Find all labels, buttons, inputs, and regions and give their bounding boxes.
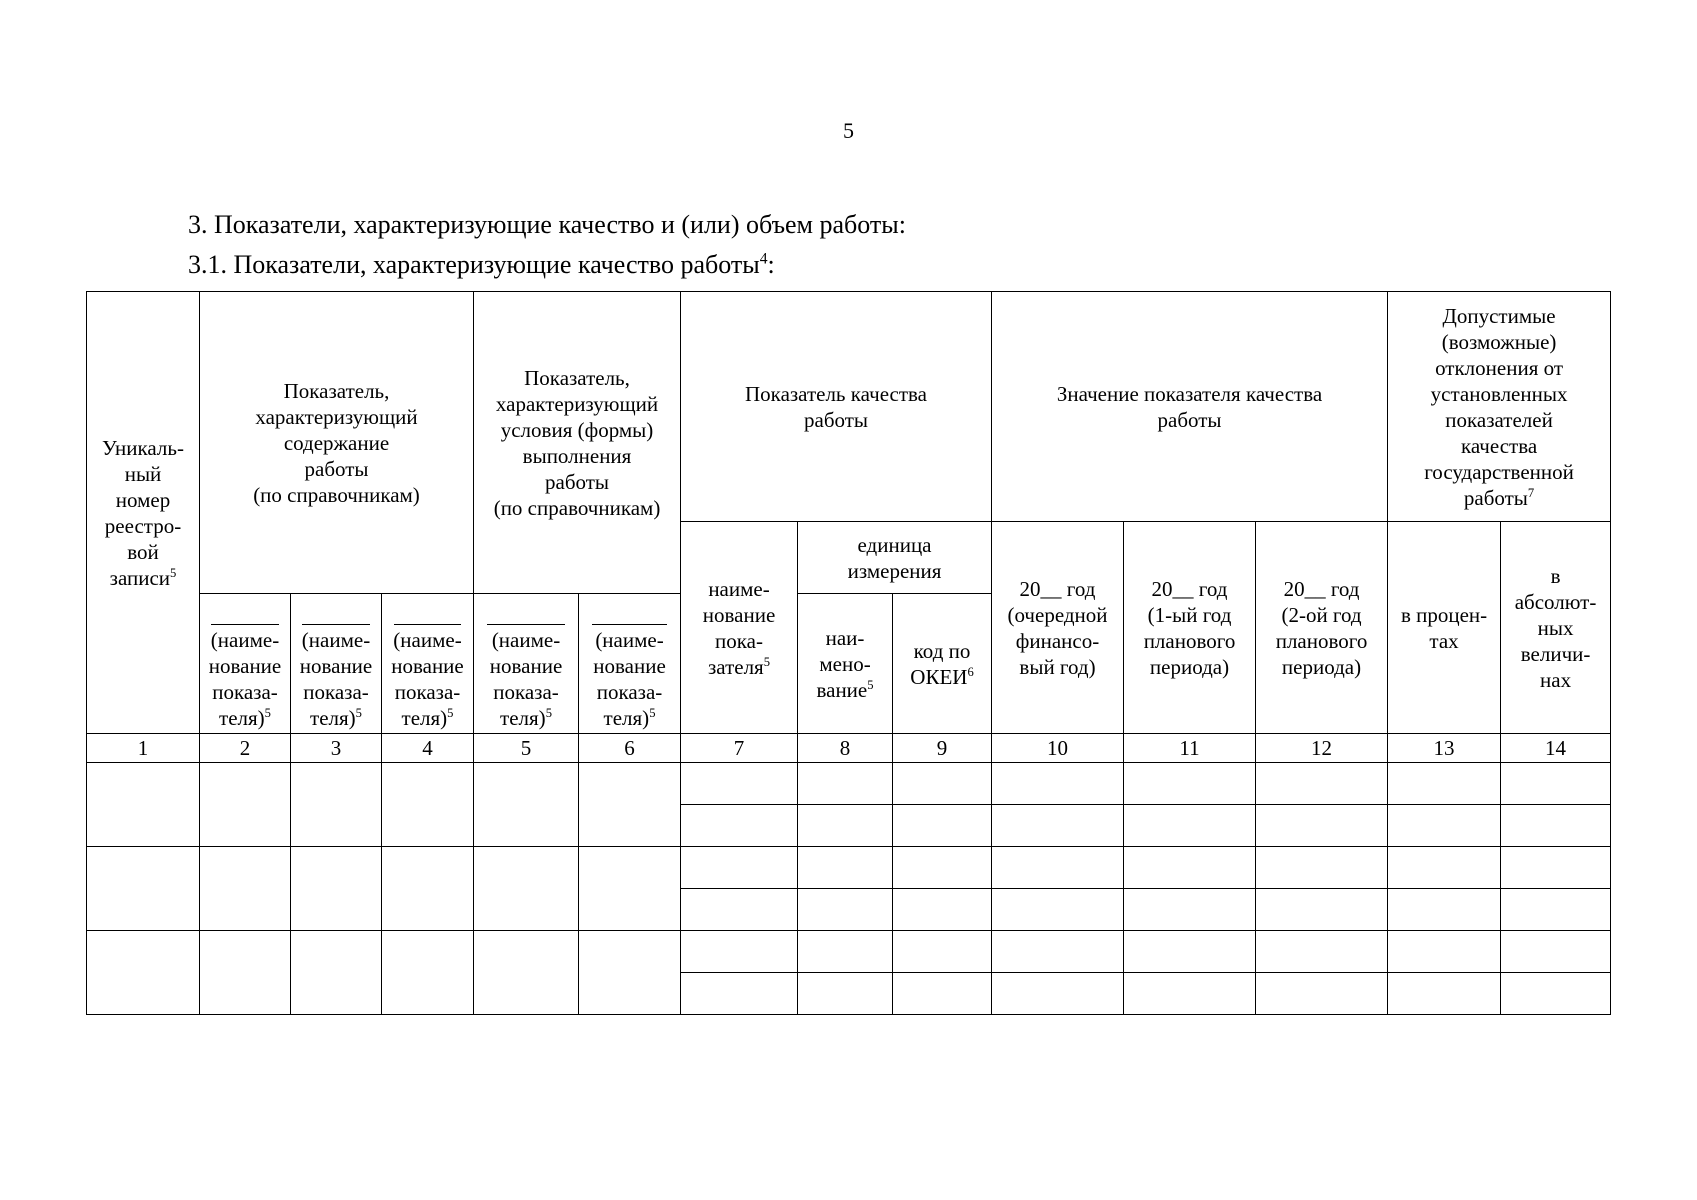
column-number: 2 (200, 734, 291, 763)
header-text-line: величи- (1520, 641, 1591, 666)
table-cell[interactable] (798, 763, 893, 805)
header-text-line: показа- (212, 680, 278, 704)
footnote-mark: 4 (759, 250, 768, 268)
header-text-line: работы (804, 407, 869, 432)
table-row (87, 763, 1611, 805)
header-text-line: теля) (500, 706, 546, 730)
header-text-line: теля) (310, 706, 356, 730)
table-cell[interactable] (992, 973, 1124, 1015)
header-text-line: теля) (603, 706, 650, 730)
table-cell[interactable] (798, 847, 893, 889)
header-text-line: теля) (219, 706, 265, 730)
footnote-mark: 5 (867, 677, 874, 692)
table-cell[interactable] (681, 805, 798, 847)
table-cell[interactable] (1256, 889, 1388, 931)
header-text-line: показателей (1445, 407, 1553, 432)
table-cell[interactable] (200, 931, 291, 1015)
table-row (87, 847, 1611, 889)
header-text-line: (по справочникам) (253, 482, 420, 507)
subsection-heading (188, 250, 775, 280)
content-indicator-name-2 (291, 594, 382, 734)
conditions-indicator-name-1 (474, 594, 579, 734)
table-cell[interactable] (893, 847, 992, 889)
header-text-line: вание (816, 677, 868, 702)
table-cell[interactable] (382, 763, 474, 847)
table-cell[interactable] (681, 763, 798, 805)
conditions-indicator-header (474, 292, 681, 594)
unit-header (798, 522, 992, 594)
table-cell[interactable] (893, 889, 992, 931)
column-number: 12 (1256, 734, 1388, 763)
header-text-line: 20__ год (1151, 576, 1228, 601)
table-cell[interactable] (474, 847, 579, 931)
header-text-line: финансо- (1015, 628, 1100, 653)
table-cell[interactable] (382, 931, 474, 1015)
table-cell[interactable] (1501, 847, 1611, 889)
header-text-line: показа- (596, 680, 663, 704)
header-text-line: характеризующий (495, 391, 659, 416)
table-cell[interactable] (893, 973, 992, 1015)
header-text-line: пока- (715, 628, 763, 653)
header-text-line: ОКЕИ (910, 664, 968, 689)
header-text-line: работы (1157, 407, 1222, 432)
header-text-line: работы (545, 469, 610, 494)
content-indicator-name-3 (382, 594, 474, 734)
header-text-line: установленных (1430, 381, 1568, 406)
okei-code-header (893, 594, 992, 734)
column-number: 13 (1388, 734, 1501, 763)
table-cell[interactable] (1388, 805, 1501, 847)
table-cell[interactable] (1501, 763, 1611, 805)
table-cell[interactable] (1124, 805, 1256, 847)
table-cell[interactable] (992, 889, 1124, 931)
table-cell[interactable] (1256, 847, 1388, 889)
table-cell[interactable] (291, 763, 382, 847)
header-text-line: отклонения от (1435, 355, 1564, 380)
header-text-line: нование (702, 602, 776, 627)
header-text-line: выполнения (522, 443, 632, 468)
footnote-mark: 5 (447, 706, 454, 720)
header-text-line: нах (1540, 667, 1572, 692)
table-cell[interactable] (681, 847, 798, 889)
table-cell[interactable] (1124, 763, 1256, 805)
quality-indicators-table (86, 291, 1611, 1015)
footnote-mark: 5 (649, 706, 656, 720)
footnote-mark: 6 (967, 664, 974, 679)
header-text-line: характеризующий (255, 404, 418, 429)
header-text-line: (возможные) (1441, 329, 1557, 354)
section-heading: 3. Показатели, характеризующие качество и (или) объем работы: (188, 210, 906, 239)
header-text-line: вой (127, 539, 159, 564)
header-text-line: вый год) (1019, 654, 1096, 679)
header-text-line: единица (857, 532, 932, 557)
page-number: 5 (843, 118, 854, 143)
unit-name-header (798, 594, 893, 734)
header-text-line: показа- (493, 680, 559, 704)
footnote-mark: 5 (264, 706, 271, 720)
header-text-line: работы (304, 456, 369, 481)
column-number: 1 (87, 734, 200, 763)
header-text-line: качества (1460, 433, 1538, 458)
header-text-line: наиме- (708, 576, 770, 601)
header-text-line: Значение показателя качества (1056, 381, 1323, 406)
table-cell[interactable] (893, 805, 992, 847)
footnote-mark: 7 (1527, 485, 1535, 500)
subsection-heading-text: 3.1. Показатели, характеризующие качество работы (188, 250, 760, 279)
table-cell[interactable] (1388, 889, 1501, 931)
table-cell[interactable] (382, 847, 474, 931)
header-text-line: планового (1275, 628, 1368, 653)
table-cell[interactable] (798, 889, 893, 931)
header-text-line: 20__ год (1019, 576, 1096, 601)
header-text-line: реестро- (104, 513, 182, 538)
header-text-line: нование (208, 654, 282, 678)
table-cell[interactable] (681, 931, 798, 973)
unique-number-header (87, 292, 200, 734)
header-text-line: Уникаль- (102, 435, 184, 460)
column-numbers-row (87, 734, 1611, 763)
header-text-line: 20__ год (1283, 576, 1360, 601)
header-text-line: (очередной (1007, 602, 1108, 627)
table-cell[interactable] (579, 763, 681, 847)
table-cell[interactable] (893, 931, 992, 973)
header-text-line: нование (299, 654, 373, 678)
header-text-line: (2-ой год (1281, 602, 1362, 627)
column-number: 3 (291, 734, 382, 763)
footnote-mark: 5 (355, 706, 362, 720)
table-cell[interactable] (1388, 931, 1501, 973)
table-cell[interactable] (474, 763, 579, 847)
table-cell[interactable] (1124, 973, 1256, 1015)
table-cell[interactable] (1501, 973, 1611, 1015)
table-cell[interactable] (798, 931, 893, 973)
table-cell[interactable] (798, 973, 893, 1015)
table-cell[interactable] (1124, 847, 1256, 889)
header-text-line: тах (1429, 628, 1459, 653)
footnote-mark: 5 (545, 706, 552, 720)
column-number: 14 (1501, 734, 1611, 763)
header-text-line: (по справочникам) (493, 495, 661, 520)
table-cell[interactable] (1256, 763, 1388, 805)
table-cell[interactable] (992, 931, 1124, 973)
table-cell[interactable] (1124, 889, 1256, 931)
table-cell[interactable] (992, 847, 1124, 889)
content-indicator-header (200, 292, 474, 594)
header-text-line: периода) (1149, 654, 1230, 679)
header-text-line: измерения (847, 558, 942, 583)
header-text-line: Допустимые (1442, 303, 1556, 328)
table-cell[interactable] (1256, 973, 1388, 1015)
quality-indicator-header (681, 292, 992, 522)
column-number: 11 (1124, 734, 1256, 763)
content-indicator-name-1 (200, 594, 291, 734)
header-text-line: в (1550, 563, 1561, 588)
table-cell[interactable] (1501, 931, 1611, 973)
year-3-header (1256, 522, 1388, 734)
header-text-line: номер (115, 487, 171, 512)
table-cell[interactable] (87, 847, 200, 931)
quality-name-header (681, 522, 798, 734)
table-cell[interactable] (1124, 931, 1256, 973)
table-cell[interactable] (579, 931, 681, 1015)
absolute-header (1501, 522, 1611, 734)
header-text-line: (наиме- (210, 628, 280, 652)
quality-value-header (992, 292, 1388, 522)
header-text-line: Показатель качества (745, 381, 927, 406)
table-cell[interactable] (1388, 973, 1501, 1015)
year-2-header (1124, 522, 1256, 734)
header-text-line: периода) (1281, 654, 1362, 679)
header-text-line: планового (1143, 628, 1236, 653)
column-number: 10 (992, 734, 1124, 763)
header-text-line: (наиме- (491, 628, 561, 652)
table-cell[interactable] (681, 973, 798, 1015)
header-text-line: мено- (819, 651, 871, 676)
column-number: 7 (681, 734, 798, 763)
table-row (87, 931, 1611, 973)
table-cell[interactable] (291, 931, 382, 1015)
footnote-mark: 5 (763, 654, 771, 669)
header-text-line: записи (109, 565, 171, 590)
table-cell[interactable] (798, 805, 893, 847)
header-text-line: ных (1537, 615, 1574, 640)
header-text-line: (1-ый год (1147, 602, 1232, 627)
header-text-line: содержание (283, 430, 390, 455)
header-text-line: теля) (401, 706, 448, 730)
header-text-line: показа- (394, 680, 461, 704)
header-text-line: нование (391, 654, 464, 678)
header-text-line: работы (1463, 485, 1528, 510)
header-text-line: абсолют- (1514, 589, 1597, 614)
table-cell[interactable] (291, 847, 382, 931)
column-number: 6 (579, 734, 681, 763)
header-text-line: зателя (708, 654, 764, 679)
table-cell[interactable] (200, 763, 291, 847)
table-cell[interactable] (474, 931, 579, 1015)
header-text-line: (наиме- (301, 628, 371, 652)
table-cell[interactable] (681, 889, 798, 931)
header-text-line: нование (593, 654, 666, 678)
column-number: 5 (474, 734, 579, 763)
header-text-line: (наиме- (595, 628, 664, 652)
header-text-line: наи- (825, 625, 865, 650)
subsection-heading-tail: : (767, 250, 775, 279)
table-cell[interactable] (87, 763, 200, 847)
table-cell[interactable] (579, 847, 681, 931)
header-text-line: нование (489, 654, 563, 678)
table-cell[interactable] (87, 931, 200, 1015)
header-text-line: показа- (303, 680, 369, 704)
column-number: 9 (893, 734, 992, 763)
table-cell[interactable] (200, 847, 291, 931)
percent-header (1388, 522, 1501, 734)
table-cell[interactable] (893, 763, 992, 805)
allowed-deviation-header (1388, 292, 1611, 522)
table-cell[interactable] (992, 763, 1124, 805)
table-cell[interactable] (992, 805, 1124, 847)
header-text-line: Показатель, (524, 365, 630, 390)
table-cell[interactable] (1388, 763, 1501, 805)
header-text-line: (наиме- (393, 628, 462, 652)
conditions-indicator-name-2 (579, 594, 681, 734)
header-text-line: условия (формы) (500, 417, 654, 442)
table-cell[interactable] (1501, 889, 1611, 931)
year-1-header (992, 522, 1124, 734)
header-text-line: Показатель, (283, 378, 390, 403)
header-text-line: государственной (1424, 459, 1574, 484)
table-cell[interactable] (1501, 805, 1611, 847)
table-cell[interactable] (1388, 847, 1501, 889)
header-text-line: в процен- (1400, 602, 1488, 627)
footnote-mark: 5 (170, 565, 177, 580)
table-cell[interactable] (1256, 931, 1388, 973)
table-cell[interactable] (1256, 805, 1388, 847)
column-number: 8 (798, 734, 893, 763)
header-text-line: код по (913, 638, 971, 663)
header-text-line: ный (124, 461, 162, 486)
column-number: 4 (382, 734, 474, 763)
